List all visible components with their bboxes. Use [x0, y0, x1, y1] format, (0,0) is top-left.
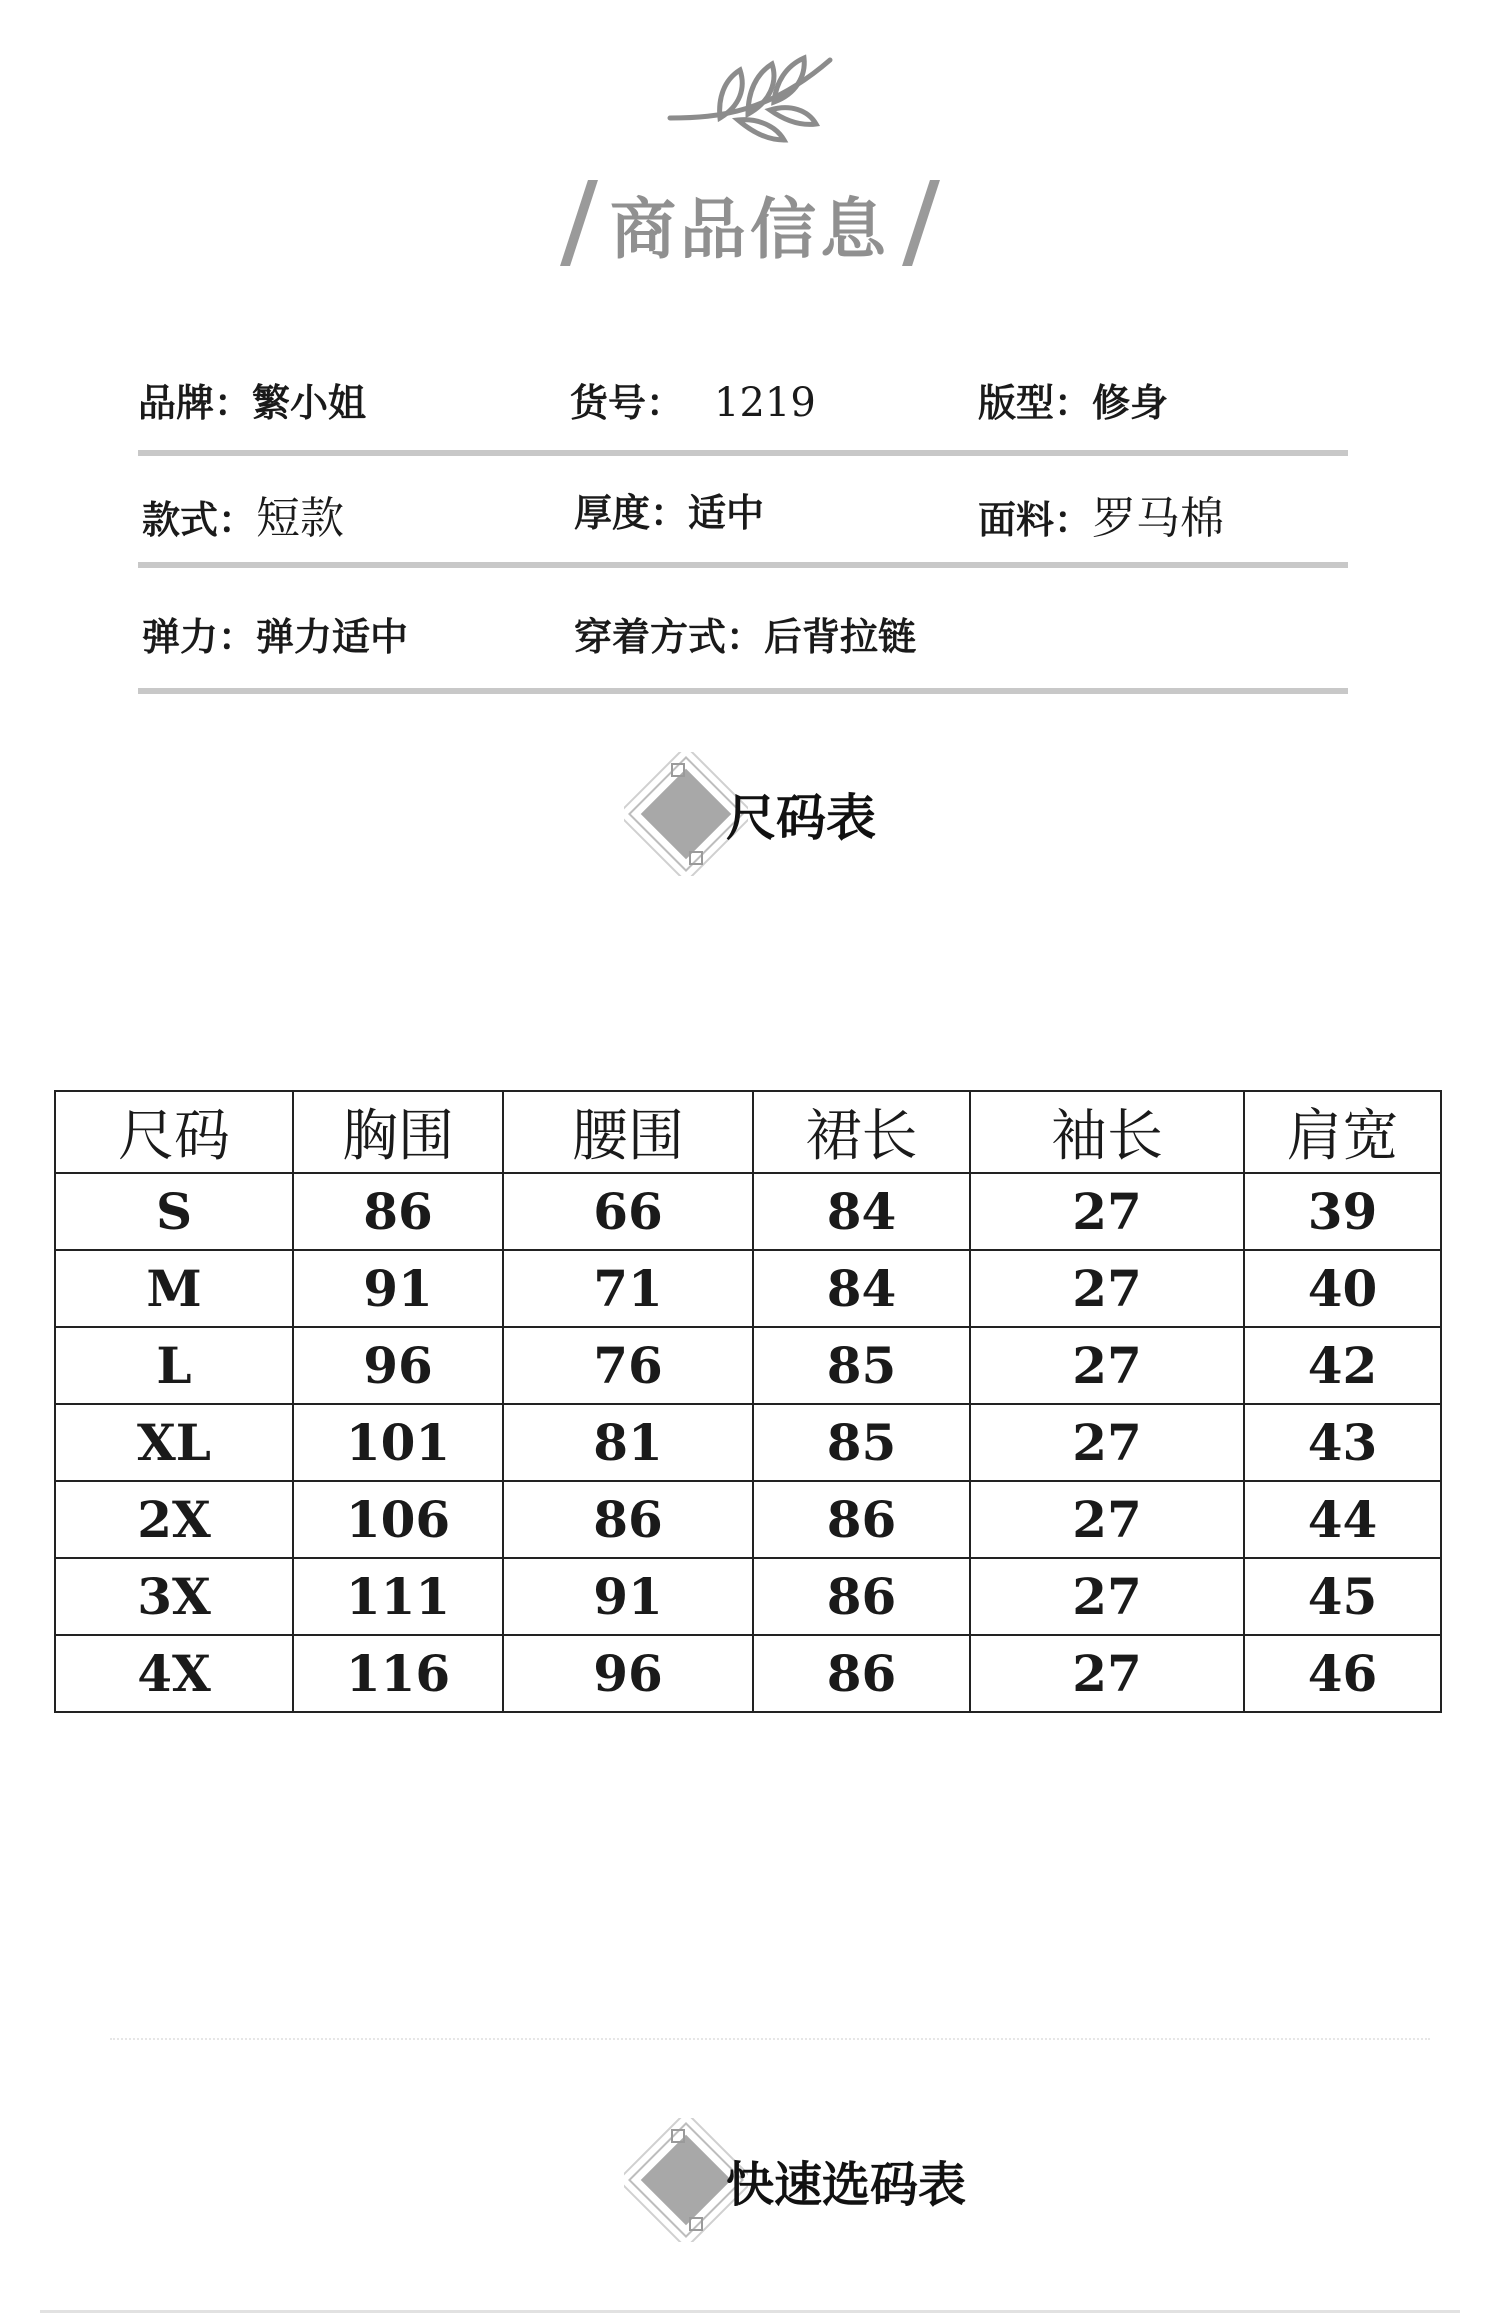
info-label: 穿着方式： — [574, 615, 765, 659]
info-elasticity — [142, 606, 408, 661]
info-value: 修身 — [1092, 381, 1169, 425]
info-item-number — [570, 372, 816, 427]
faint-divider — [110, 2038, 1430, 2042]
info-value: 后背拉链 — [764, 615, 917, 659]
leaf-branch-icon — [660, 40, 840, 170]
table-header-row — [55, 1091, 1441, 1173]
table-cell: 44 — [1244, 1481, 1441, 1558]
table-cell: 43 — [1244, 1404, 1441, 1481]
table-cell: 3X — [55, 1558, 293, 1635]
table-cell: 27 — [970, 1558, 1244, 1635]
section-title-quick-size-chart — [624, 2118, 966, 2242]
info-row-2 — [138, 482, 1348, 542]
column-header: 肩宽 — [1244, 1091, 1441, 1173]
table-cell: 111 — [293, 1558, 503, 1635]
table-cell: 4X — [55, 1635, 293, 1712]
info-label: 款式： — [142, 498, 257, 542]
table-cell: 76 — [503, 1327, 753, 1404]
table-cell: 27 — [970, 1250, 1244, 1327]
table-cell: M — [55, 1250, 293, 1327]
info-label: 品牌： — [138, 381, 253, 425]
info-value: 弹力适中 — [256, 615, 409, 659]
info-closure — [574, 606, 916, 661]
info-label: 弹力： — [142, 615, 257, 659]
table-row — [55, 1635, 1441, 1712]
table-cell: 42 — [1244, 1327, 1441, 1404]
info-style — [142, 482, 344, 546]
column-header: 胸围 — [293, 1091, 503, 1173]
divider — [138, 562, 1348, 568]
table-cell: 84 — [753, 1250, 970, 1327]
info-label: 厚度： — [574, 491, 689, 535]
table-cell: 40 — [1244, 1250, 1441, 1327]
table-row — [55, 1327, 1441, 1404]
title-slash-right — [902, 180, 940, 266]
info-row-1 — [138, 372, 1348, 432]
size-table-wrapper — [54, 1090, 1440, 1713]
table-cell: 2X — [55, 1481, 293, 1558]
table-cell: 85 — [753, 1327, 970, 1404]
bottom-divider — [40, 2310, 1460, 2313]
table-cell: 46 — [1244, 1635, 1441, 1712]
table-cell: 27 — [970, 1481, 1244, 1558]
table-cell: 66 — [503, 1173, 753, 1250]
info-fabric — [978, 482, 1224, 546]
table-row — [55, 1558, 1441, 1635]
table-cell: S — [55, 1173, 293, 1250]
table-cell: 27 — [970, 1635, 1244, 1712]
table-cell: 71 — [503, 1250, 753, 1327]
column-header: 袖长 — [970, 1091, 1244, 1173]
table-cell: 86 — [293, 1173, 503, 1250]
info-label: 版型： — [978, 381, 1093, 425]
table-cell: 27 — [970, 1327, 1244, 1404]
column-header: 尺码 — [55, 1091, 293, 1173]
info-row-3 — [138, 606, 1348, 666]
column-header: 腰围 — [503, 1091, 753, 1173]
info-thickness — [574, 482, 764, 537]
info-value: 适中 — [688, 491, 765, 535]
table-row — [55, 1173, 1441, 1250]
title-slash-left — [560, 180, 598, 266]
info-value: 罗马棉 — [1092, 493, 1225, 544]
table-row — [55, 1404, 1441, 1481]
page-title: 商品信息 — [610, 190, 890, 268]
info-value: 短款 — [256, 493, 345, 544]
section-title-size-chart — [624, 752, 876, 876]
info-label: 货号： — [570, 381, 685, 425]
table-cell: 96 — [293, 1327, 503, 1404]
table-cell: XL — [55, 1404, 293, 1481]
info-fit — [978, 372, 1168, 427]
info-brand — [138, 372, 366, 427]
table-cell: 96 — [503, 1635, 753, 1712]
table-cell: 91 — [503, 1558, 753, 1635]
table-cell: 86 — [753, 1481, 970, 1558]
table-cell: 101 — [293, 1404, 503, 1481]
table-cell: L — [55, 1327, 293, 1404]
table-cell: 39 — [1244, 1173, 1441, 1250]
column-header: 裙长 — [753, 1091, 970, 1173]
info-value: 1219 — [714, 380, 816, 426]
divider — [138, 450, 1348, 456]
table-cell: 27 — [970, 1404, 1244, 1481]
info-value: 繁小姐 — [252, 381, 367, 425]
table-cell: 91 — [293, 1250, 503, 1327]
table-cell: 27 — [970, 1173, 1244, 1250]
table-cell: 86 — [753, 1635, 970, 1712]
table-cell: 81 — [503, 1404, 753, 1481]
table-cell: 85 — [753, 1404, 970, 1481]
quick-size-chart-title: 快速选码表 — [726, 2156, 967, 2213]
table-cell: 86 — [503, 1481, 753, 1558]
size-chart-title: 尺码表 — [726, 789, 876, 847]
table-row — [55, 1250, 1441, 1327]
section-title-product-info — [0, 168, 1500, 278]
info-label: 面料： — [978, 498, 1093, 542]
table-row — [55, 1481, 1441, 1558]
size-table — [54, 1090, 1442, 1713]
table-cell: 84 — [753, 1173, 970, 1250]
table-cell: 106 — [293, 1481, 503, 1558]
table-cell: 45 — [1244, 1558, 1441, 1635]
divider — [138, 688, 1348, 694]
table-cell: 86 — [753, 1558, 970, 1635]
table-cell: 116 — [293, 1635, 503, 1712]
